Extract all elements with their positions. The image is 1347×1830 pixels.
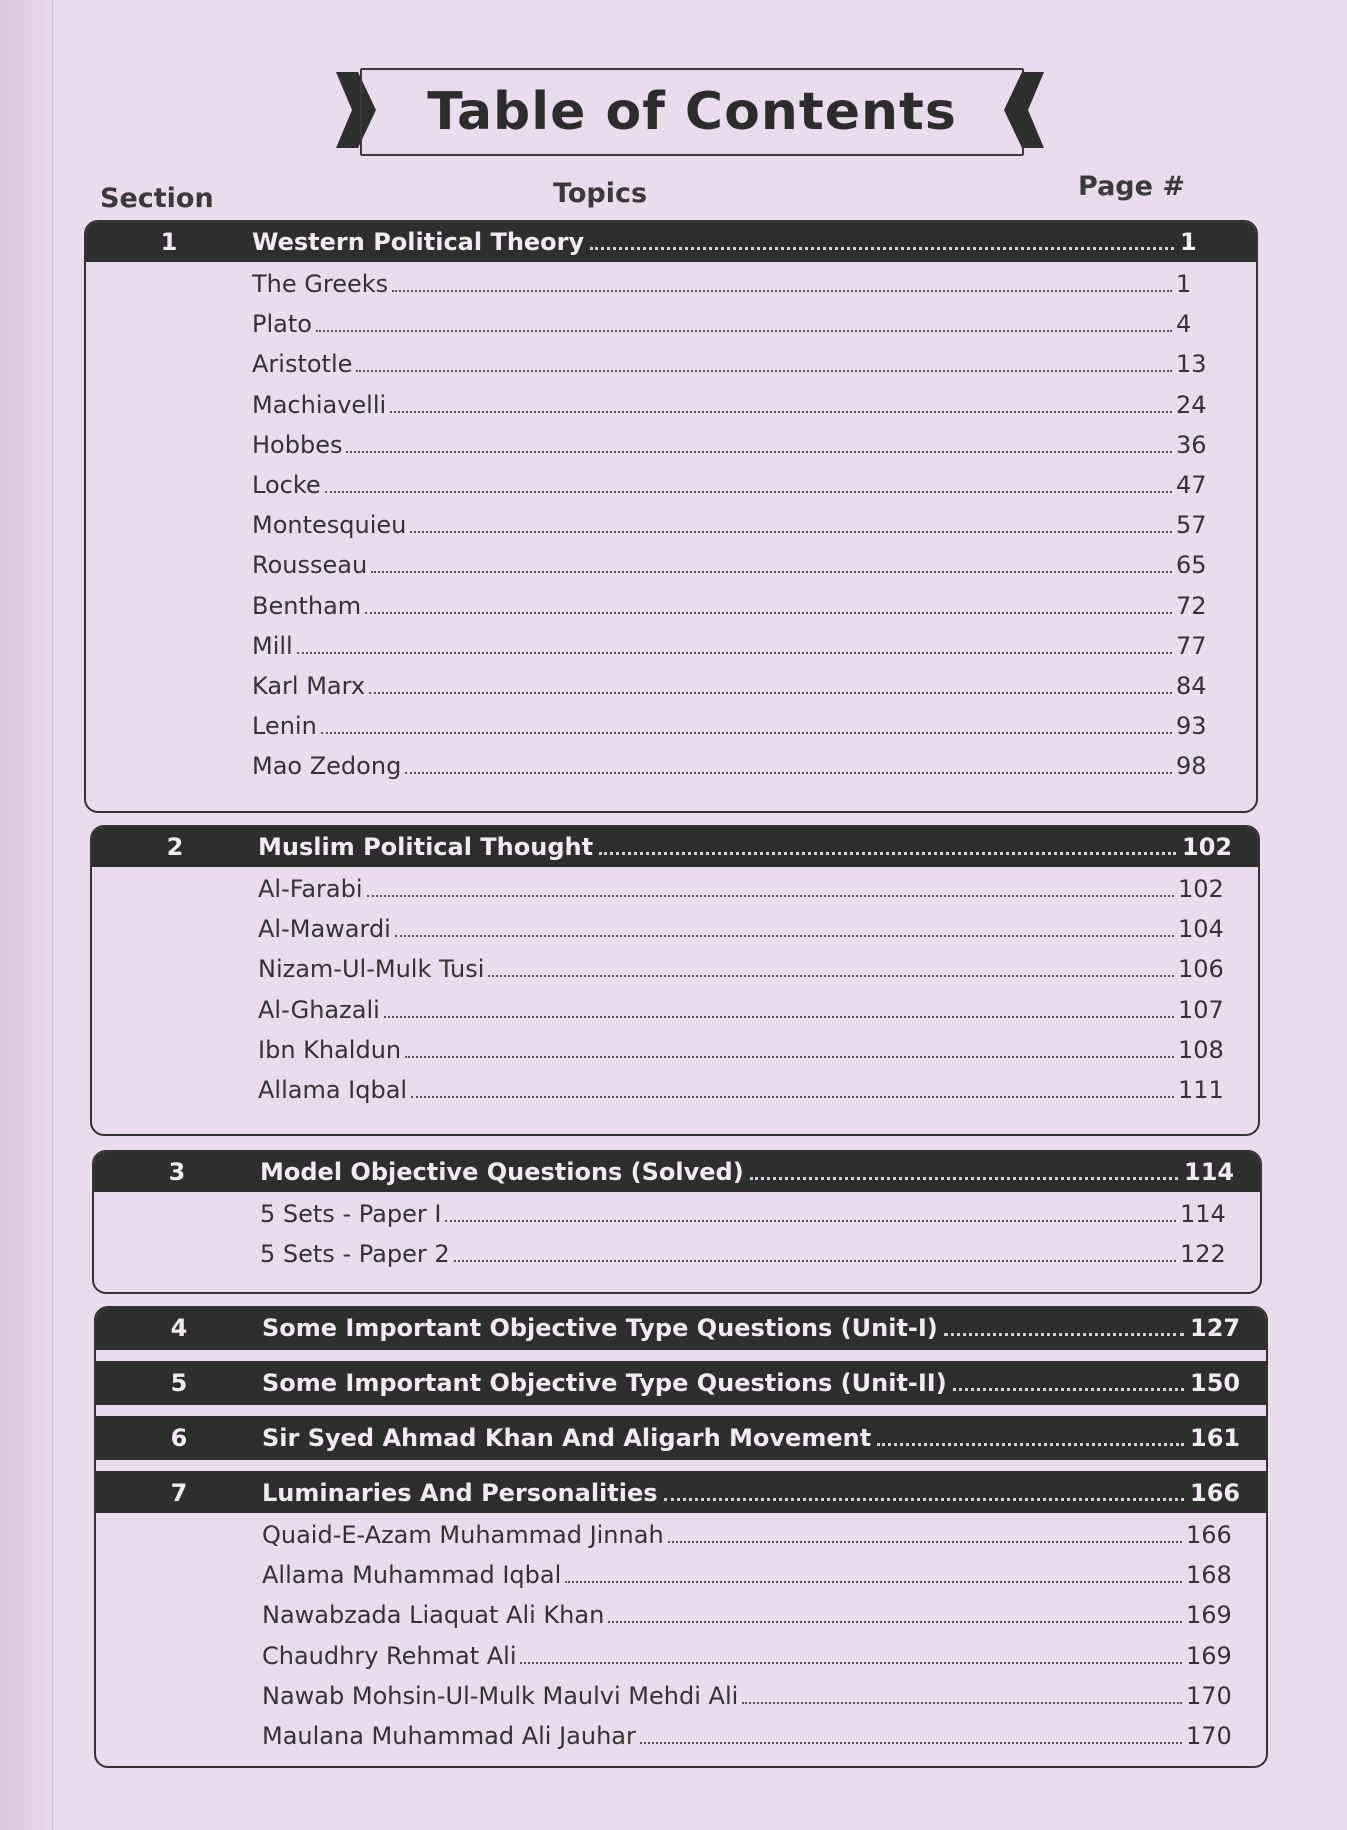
toc-entry-page: 114 xyxy=(1180,1200,1226,1229)
section-page: 102 xyxy=(1182,833,1233,861)
section-header xyxy=(96,1418,1266,1458)
toc-entry xyxy=(96,1676,1266,1716)
toc-entry-page: 107 xyxy=(1178,995,1224,1024)
toc-entry-name: Hobbes xyxy=(252,430,343,459)
section-number: 2 xyxy=(166,833,184,861)
toc-entry-page: 170 xyxy=(1186,1681,1232,1710)
section-page: 161 xyxy=(1190,1424,1241,1452)
toc-entry-name: Plato xyxy=(252,310,312,339)
toc-entry-page: 65 xyxy=(1176,551,1207,580)
column-header-section: Section xyxy=(100,183,214,214)
toc-entry-page: 36 xyxy=(1176,430,1207,459)
dot-leader xyxy=(664,1498,1184,1501)
section-header xyxy=(96,1363,1266,1403)
toc-entry xyxy=(96,1595,1266,1635)
section-title: Some Important Objective Type Questions (Unit-II) xyxy=(262,1369,947,1397)
toc-entry-page: 168 xyxy=(1186,1561,1232,1590)
dot-leader xyxy=(411,1096,1174,1098)
section-number: 1 xyxy=(160,228,178,256)
toc-entry xyxy=(86,304,1256,344)
section-page: 127 xyxy=(1190,1314,1241,1342)
topic-list xyxy=(86,262,1256,792)
toc-entry xyxy=(96,1716,1266,1756)
toc-entry xyxy=(94,1194,1260,1234)
dot-leader xyxy=(321,732,1172,734)
dot-leader xyxy=(599,852,1176,855)
toc-entry xyxy=(86,264,1256,304)
toc-entry xyxy=(96,1636,1266,1676)
toc-entry-page: 57 xyxy=(1176,511,1207,540)
toc-entry-name: Lenin xyxy=(252,712,317,741)
toc-entry-name: The Greeks xyxy=(252,270,389,299)
dot-leader xyxy=(944,1333,1184,1336)
dot-leader xyxy=(405,772,1172,774)
toc-entry-name: Locke xyxy=(252,471,321,500)
toc-entry xyxy=(92,990,1258,1030)
toc-entry-name: 5 Sets - Paper 2 xyxy=(260,1240,450,1269)
toc-entry-name: Mill xyxy=(252,631,293,660)
dot-leader xyxy=(365,612,1172,614)
toc-entry xyxy=(94,1234,1260,1274)
toc-entry-page: 102 xyxy=(1178,875,1224,904)
section-title: Some Important Objective Type Questions (Unit-I) xyxy=(262,1314,938,1342)
dot-leader xyxy=(297,652,1172,654)
toc-entry-name: Chaudhry Rehmat Ali xyxy=(262,1641,517,1670)
dot-leader xyxy=(953,1388,1184,1391)
dot-leader xyxy=(346,451,1172,453)
section-page: 166 xyxy=(1190,1479,1241,1507)
dot-leader xyxy=(877,1443,1184,1446)
toc-entry-page: 13 xyxy=(1176,350,1207,379)
section-header xyxy=(94,1152,1260,1192)
toc-entry-page: 1 xyxy=(1176,270,1192,299)
section-page: 114 xyxy=(1184,1158,1235,1186)
dot-leader xyxy=(369,692,1172,694)
toc-entry-page: 166 xyxy=(1186,1521,1232,1550)
dot-leader xyxy=(445,1220,1176,1222)
dot-leader xyxy=(384,1016,1174,1018)
topic-list xyxy=(92,867,1258,1116)
dot-leader xyxy=(454,1260,1176,1262)
toc-entry-name: Nizam-Ul-Mulk Tusi xyxy=(258,955,485,984)
toc-entry-name: Karl Marx xyxy=(252,671,366,700)
toc-entry xyxy=(86,666,1256,706)
toc-entry xyxy=(86,706,1256,746)
topic-list xyxy=(96,1513,1266,1762)
dot-leader xyxy=(520,1662,1182,1664)
page-title: Table of Contents xyxy=(427,82,957,142)
toc-entry-page: 169 xyxy=(1186,1601,1232,1630)
toc-entry xyxy=(92,909,1258,949)
toc-entry-name: Bentham xyxy=(252,591,362,620)
dot-leader xyxy=(608,1621,1182,1623)
dot-leader xyxy=(392,290,1172,292)
dot-leader xyxy=(750,1177,1178,1180)
toc-entry-page: 106 xyxy=(1178,955,1224,984)
toc-entry-page: 84 xyxy=(1176,671,1207,700)
toc-entry-name: Aristotle xyxy=(252,350,353,379)
toc-entry-name: Maulana Muhammad Ali Jauhar xyxy=(262,1722,636,1751)
dot-leader xyxy=(371,571,1172,573)
toc-entry-page: 111 xyxy=(1178,1076,1224,1105)
toc-entry-page: 98 xyxy=(1176,752,1207,781)
section-number: 7 xyxy=(170,1479,188,1507)
dot-leader xyxy=(668,1541,1182,1543)
dot-leader xyxy=(640,1742,1182,1744)
toc-entry xyxy=(86,746,1256,786)
toc-entry xyxy=(86,505,1256,545)
title-banner xyxy=(330,64,1050,156)
section-page: 1 xyxy=(1180,228,1197,256)
section-number: 3 xyxy=(168,1158,186,1186)
section-title: Muslim Political Thought xyxy=(258,833,594,861)
toc-entry-name: Allama Iqbal xyxy=(258,1076,408,1105)
chevron-left-icon xyxy=(1004,70,1044,150)
toc-entry-name: Mao Zedong xyxy=(252,752,402,781)
toc-entry xyxy=(86,586,1256,626)
toc-entry-page: 47 xyxy=(1176,471,1207,500)
toc-entry-name: 5 Sets - Paper I xyxy=(260,1200,442,1229)
toc-entry-page: 122 xyxy=(1180,1240,1226,1269)
toc-entry-page: 24 xyxy=(1176,390,1207,419)
dot-leader xyxy=(405,1056,1174,1058)
section-box-3 xyxy=(92,1150,1262,1294)
toc-entry xyxy=(92,1070,1258,1110)
toc-entry-name: Allama Muhammad Iqbal xyxy=(262,1561,562,1590)
dot-leader xyxy=(367,895,1174,897)
dot-leader xyxy=(590,247,1174,250)
section-title: Western Political Theory xyxy=(252,228,585,256)
toc-entry-name: Al-Ghazali xyxy=(258,995,380,1024)
section-number: 4 xyxy=(170,1314,188,1342)
section-number: 5 xyxy=(170,1369,188,1397)
topic-list xyxy=(94,1192,1260,1280)
toc-entry-page: 104 xyxy=(1178,915,1224,944)
column-header-page: Page # xyxy=(1078,171,1185,202)
header-divider xyxy=(96,1403,1266,1418)
dot-leader xyxy=(356,370,1172,372)
section-title: Model Objective Questions (Solved) xyxy=(260,1158,744,1186)
toc-entry xyxy=(86,385,1256,425)
toc-entry xyxy=(86,425,1256,465)
toc-entry-page: 169 xyxy=(1186,1641,1232,1670)
toc-entry xyxy=(86,344,1256,384)
toc-entry-name: Machiavelli xyxy=(252,390,387,419)
toc-entry-page: 77 xyxy=(1176,631,1207,660)
book-binding-edge xyxy=(0,0,53,1830)
toc-entry-name: Quaid-E-Azam Muhammad Jinnah xyxy=(262,1521,664,1550)
dot-leader xyxy=(325,491,1172,493)
section-title: Sir Syed Ahmad Khan And Aligarh Movement xyxy=(262,1424,872,1452)
toc-entry-name: Al-Mawardi xyxy=(258,915,391,944)
section-header xyxy=(92,827,1258,867)
section-header xyxy=(86,222,1256,262)
dot-leader xyxy=(395,935,1174,937)
section-title: Luminaries And Personalities xyxy=(262,1479,658,1507)
toc-entry xyxy=(86,465,1256,505)
toc-entry-page: 93 xyxy=(1176,712,1207,741)
toc-entry-page: 4 xyxy=(1176,310,1192,339)
title-frame xyxy=(360,68,1024,156)
column-header-topics: Topics xyxy=(553,178,648,209)
dot-leader xyxy=(410,531,1172,533)
section-page: 150 xyxy=(1190,1369,1241,1397)
toc-entry xyxy=(96,1515,1266,1555)
toc-entry xyxy=(86,545,1256,585)
section-box-4-7 xyxy=(94,1306,1268,1768)
section-header xyxy=(96,1473,1266,1513)
dot-leader xyxy=(316,330,1172,332)
section-header xyxy=(96,1308,1266,1348)
toc-entry xyxy=(86,626,1256,666)
toc-entry-name: Nawab Mohsin-Ul-Mulk Maulvi Mehdi Ali xyxy=(262,1681,739,1710)
dot-leader xyxy=(390,411,1172,413)
toc-entry-page: 72 xyxy=(1176,591,1207,620)
dot-leader xyxy=(488,975,1174,977)
toc-entry-name: Nawabzada Liaquat Ali Khan xyxy=(262,1601,605,1630)
toc-entry-name: Al-Farabi xyxy=(258,875,363,904)
section-box-2 xyxy=(90,825,1260,1136)
dot-leader xyxy=(742,1702,1182,1704)
toc-entry-page: 170 xyxy=(1186,1722,1232,1751)
dot-leader xyxy=(565,1581,1182,1583)
toc-entry-name: Ibn Khaldun xyxy=(258,1035,402,1064)
header-divider xyxy=(96,1348,1266,1363)
toc-entry-name: Rousseau xyxy=(252,551,368,580)
toc-entry xyxy=(92,1030,1258,1070)
header-divider xyxy=(96,1458,1266,1473)
toc-entry xyxy=(92,869,1258,909)
section-box-1 xyxy=(84,220,1258,813)
toc-entry xyxy=(92,949,1258,989)
toc-entry-page: 108 xyxy=(1178,1035,1224,1064)
section-number: 6 xyxy=(170,1424,188,1452)
toc-entry-name: Montesquieu xyxy=(252,511,407,540)
toc-entry xyxy=(96,1555,1266,1595)
